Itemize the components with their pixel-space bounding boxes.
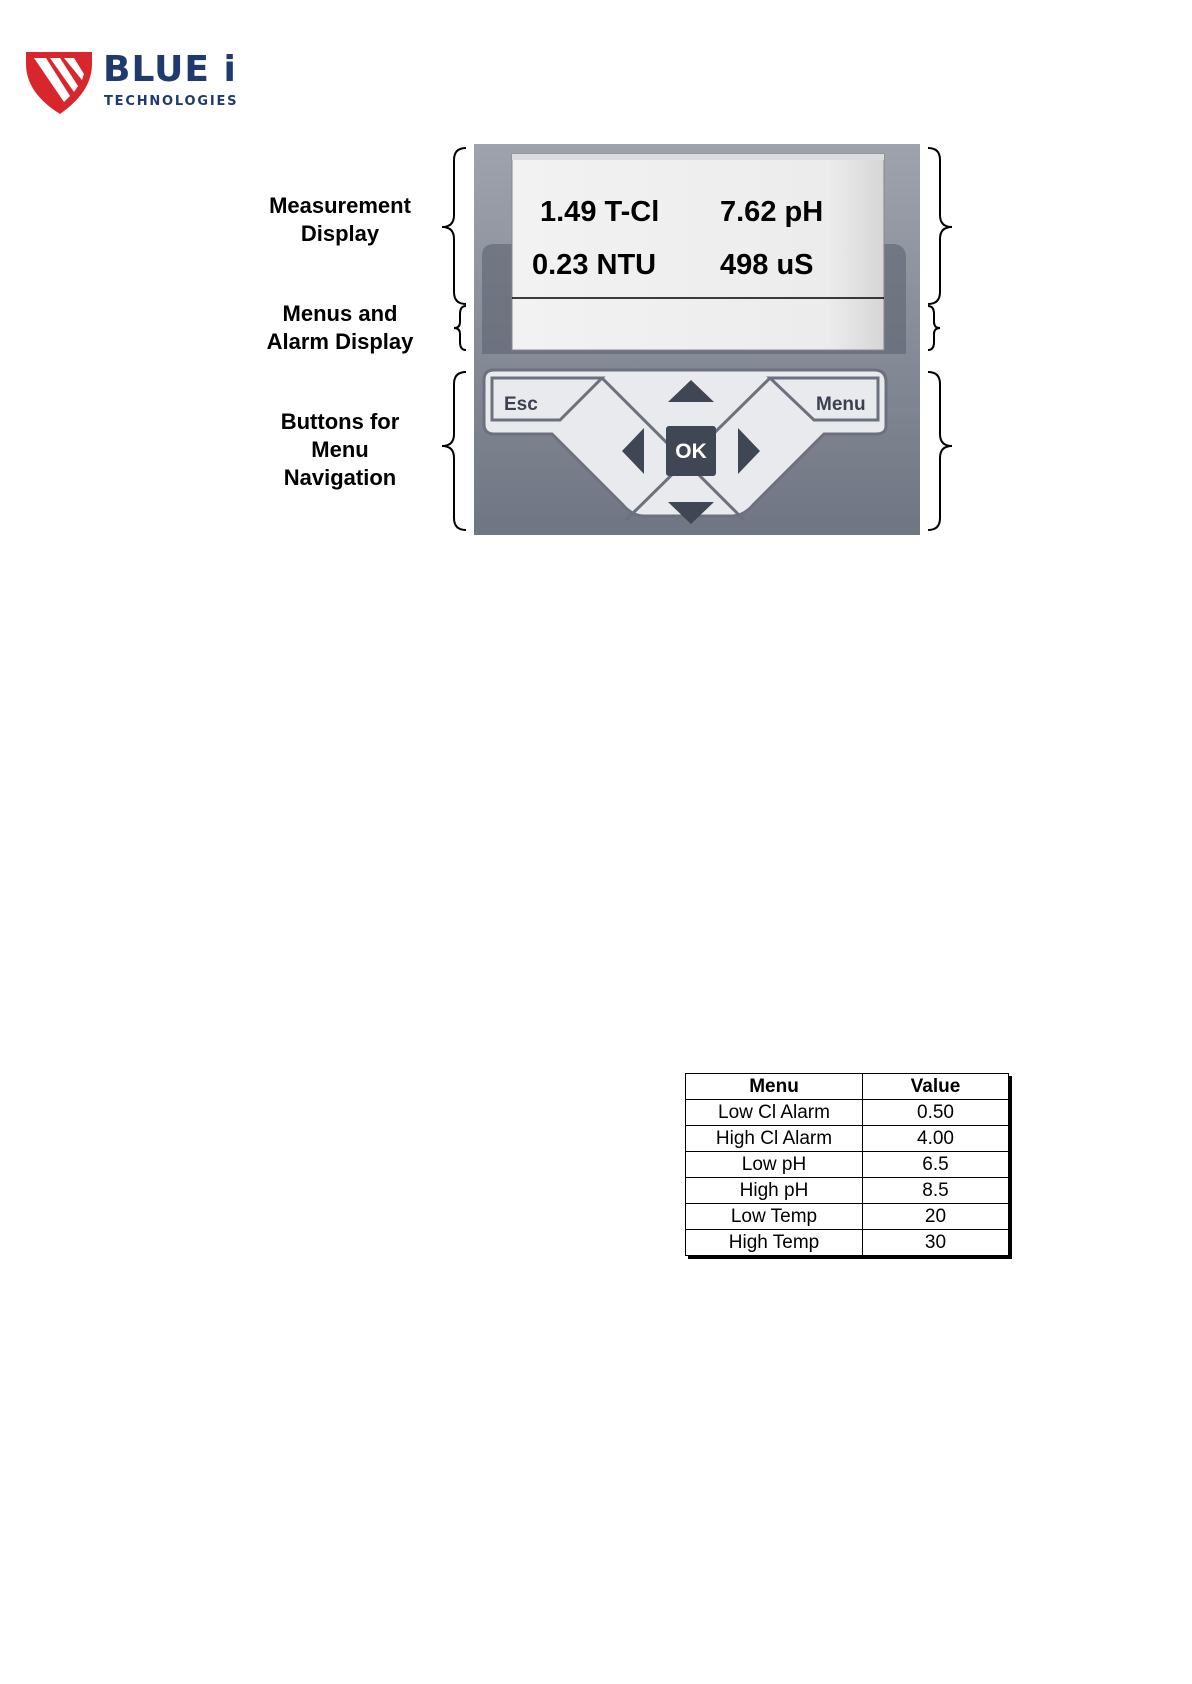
left-bracket-measurement [442,148,466,304]
row-value: 30 [863,1230,1009,1256]
row-menu: High Temp [686,1230,863,1256]
left-bracket-menus [454,306,466,350]
reading-chlorine: 1.49 T-Cl [540,196,660,228]
table-row [686,1126,1009,1152]
controller-device [474,144,920,535]
row-value: 4.00 [863,1126,1009,1152]
row-value: 6.5 [863,1152,1009,1178]
buttons-navigation-label: Buttons for Menu Navigation [280,409,400,490]
ok-button[interactable] [666,426,716,476]
reading-turbidity: 0.23 NTU [532,249,657,281]
row-menu: Low Temp [686,1204,863,1230]
right-bracket-buttons [928,372,952,530]
measurement-display-label: Measurement Display [269,193,411,246]
table-row [686,1230,1009,1256]
menu-button[interactable] [794,380,878,418]
ok-button-label: OK [675,440,707,463]
right-bracket-menus [928,306,940,350]
reading-ph: 7.62 pH [720,196,824,228]
right-bracket-measurement [928,148,952,304]
esc-button[interactable] [494,380,574,418]
logo-subtitle: TECHNOLOGIES [104,94,239,109]
row-value: 20 [863,1204,1009,1230]
row-value: 8.5 [863,1178,1009,1204]
row-value: 0.50 [863,1100,1009,1126]
table-row [686,1100,1009,1126]
esc-button-label: Esc [504,394,538,415]
shield-logo-icon [26,52,92,114]
reading-conductivity: 498 uS [720,249,814,281]
row-menu: High Cl Alarm [686,1126,863,1152]
table-row [686,1152,1009,1178]
table-row [686,1204,1009,1230]
table-row [686,1178,1009,1204]
row-menu: Low pH [686,1152,863,1178]
alarm-settings-table [685,1073,1009,1256]
header-value: Value [863,1074,1009,1100]
menu-button-label: Menu [816,394,866,415]
row-menu: High pH [686,1178,863,1204]
table-header-row [686,1074,1009,1100]
menus-alarm-display-label: Menus and Alarm Display [266,301,414,354]
row-menu: Low Cl Alarm [686,1100,863,1126]
header-menu: Menu [686,1074,863,1100]
left-bracket-buttons [442,372,466,530]
lcd-screen [512,154,884,350]
logo-wordmark: BLUE i [103,49,237,90]
